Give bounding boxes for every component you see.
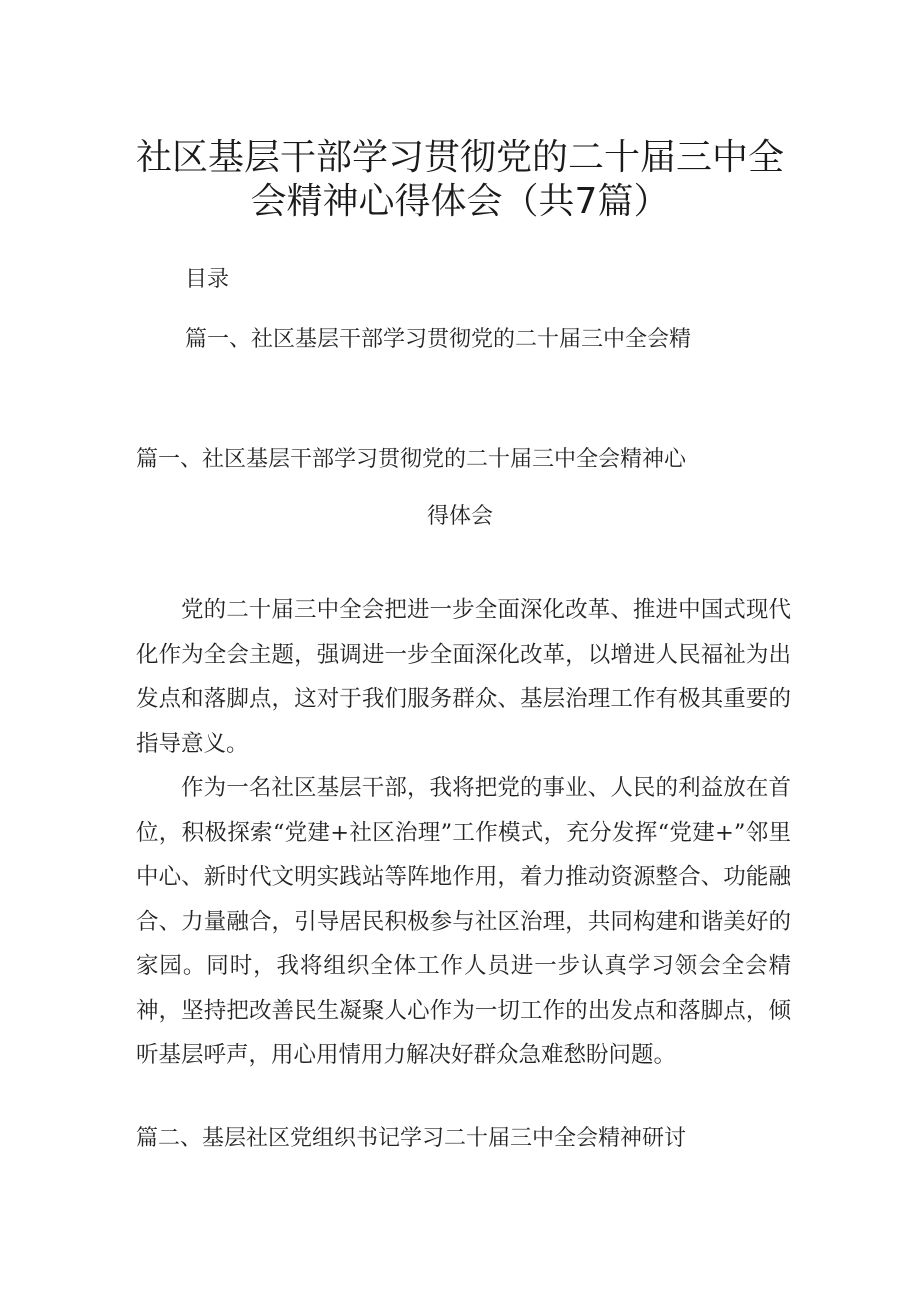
document-title-line2: 会精神心得体会（共7篇） (250, 181, 670, 222)
toc-label: 目录 (185, 267, 230, 292)
section1-paragraph-1: 党的二十届三中全会把进一步全面深化改革、推进中国式现代化作为全会主题，强调进一步全面深化改革，以增进人民福祉为出发点和落脚点，这对于我们服务群众、基层治理工作有极其重要的指导意义。 (136, 597, 791, 757)
section1-heading-line2: 得体会 (426, 504, 493, 529)
document-title-line1: 社区基层干部学习贯彻党的二十届三中全 (135, 137, 784, 178)
section1-heading-line1: 篇一、社区基层干部学习贯彻党的二十届三中全会精神心 (136, 447, 687, 472)
toc-item-1[interactable]: 篇一、社区基层干部学习贯彻党的二十届三中全会精 (185, 327, 692, 352)
section1-paragraph-2: 作为一名社区基层干部，我将把党的事业、人民的利益放在首位，积极探索“党建+社区治理”工作模式，充分发挥“党建+”邻里中心、新时代文明实践站等阵地作用，着力推动资源整合、功能融合、力量融合，引导居民积极参与社区治理，共同构建和谐美好的家园。同时，我将组织全体工作人员进一步认真学习领会全会精神，坚持把改善民生凝聚人心作为一切工作的出发点和落脚点，倾听基层呼声，用心用情用力解决好群众急难愁盼问题。 (136, 775, 791, 1068)
section2-heading: 篇二、基层社区党组织书记学习二十届三中全会精神研讨 (136, 1126, 687, 1151)
